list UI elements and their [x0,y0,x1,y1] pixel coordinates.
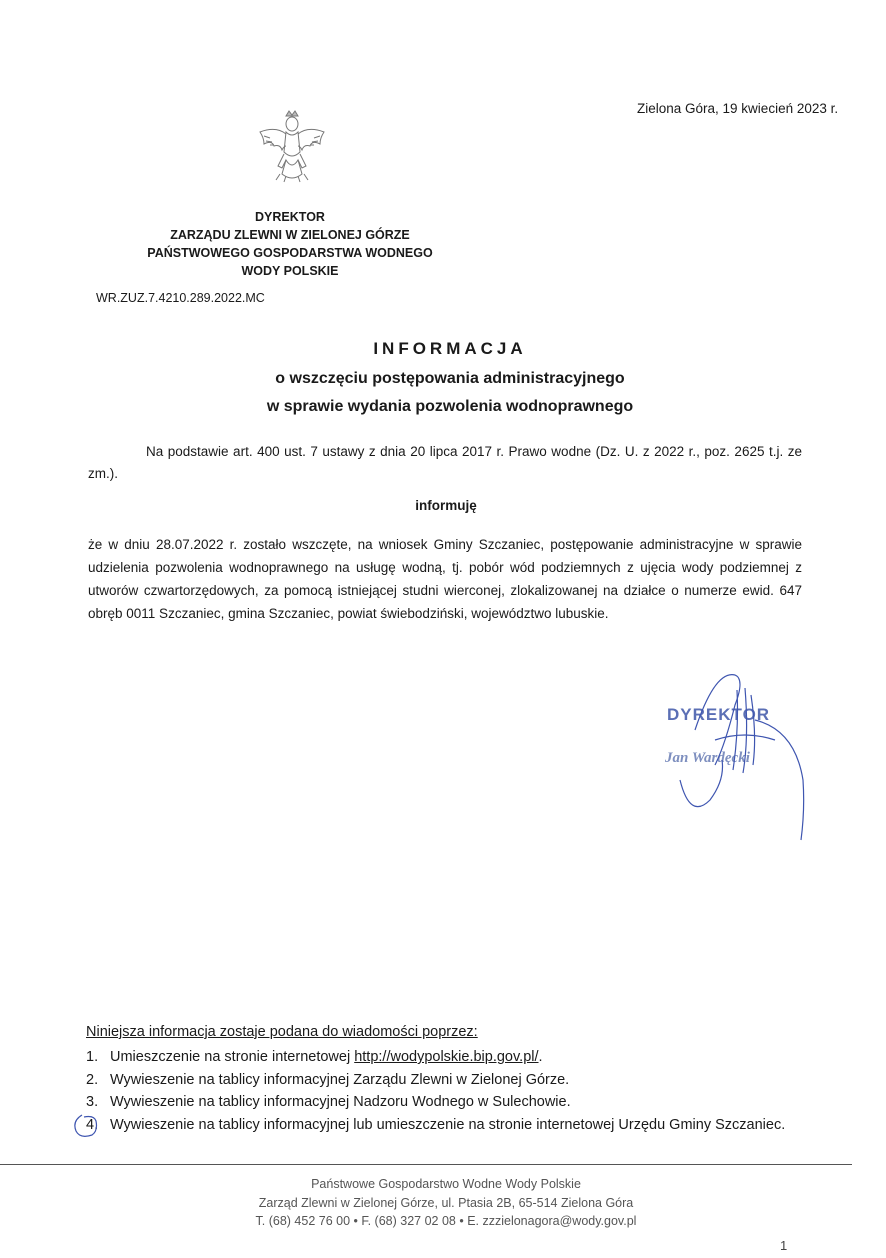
list-item-text: Wywieszenie na tablicy informacyjnej Nadzoru Wodnego w Sulechowie. [110,1094,571,1110]
document-date: Zielona Góra, 19 kwiecień 2023 r. [637,101,839,116]
list-item-text: Wywieszenie na tablicy informacyjnej lub umieszczenie na stronie internetowej Urzędu Gminy Szczaniec. [110,1116,786,1133]
distribution-list [86,1046,798,1136]
handwritten-circle-mark [72,1113,100,1139]
footer-divider [0,1164,852,1165]
footer-contact: T. (68) 452 76 00 • F. (68) 327 02 08 • E. zzzielonagora@wody.gov.pl [255,1214,637,1228]
notice-content-paragraph: że w dniu 28.07.2022 r. zostało wszczęte, na wniosek Gminy Szczaniec, postępowanie administracyjne w sprawie udzielenia pozwolenia wodnoprawnego na usługę wodną, tj. pobór wód podziemnych z ujęcia wody podziemnej z utworów czwartorzędowych, za pomocą istniejącej studni wierconej, zlokalizowanej na działce o numerze ewid. 647 obręb 0011 Szczaniec, gmina Szczaniec, powiat świebodziński, województwo lubuskie. [88,537,802,621]
list-item [86,1114,798,1137]
page-number: 1 [780,1238,788,1253]
list-item-text: Wywieszenie na tablicy informacyjnej Zarządu Zlewni w Zielonej Górze. [110,1071,570,1088]
authority-line: PAŃSTWOWEGO GOSPODARSTWA WODNEGO [147,246,433,260]
footer-address: Zarząd Zlewni w Zielonej Górze, ul. Ptasia 2B, 65-514 Zielona Góra [258,1196,634,1210]
authority-line: ZARZĄDU ZLEWNI W ZIELONEJ GÓRZE [170,228,410,242]
polish-eagle-emblem [256,108,328,184]
reference-number: WR.ZUZ.7.4210.289.2022.MC [96,291,265,305]
bip-link[interactable]: http://wodypolskie.bip.gov.pl/ [354,1049,539,1065]
stamp-name: Jan Wardęcki [665,750,750,766]
list-item [86,1046,798,1069]
issuing-authority [140,208,440,280]
informuje-heading: informuję [415,498,477,513]
list-item-number: 2. [86,1071,99,1088]
footer-organization: Państwowe Gospodarstwo Wodne Wody Polskie [311,1177,581,1191]
authority-line: WODY POLSKIE [241,264,339,278]
authority-line: DYREKTOR [255,210,325,224]
stamp-title: DYREKTOR [667,705,771,724]
list-item [86,1091,798,1114]
list-item-text: Umieszczenie na stronie internetowej http://wodypolskie.bip.gov.pl/. [110,1049,543,1065]
document-subtitle-line-1: o wszczęciu postępowania administracyjnego [275,370,625,387]
director-signature-stamp [655,670,825,850]
document-subtitle-line-2: w sprawie wydania pozwolenia wodnoprawnego [266,398,634,415]
list-item-number: 1. [86,1049,99,1065]
legal-basis-paragraph: Na podstawie art. 400 ust. 7 ustawy z dnia 20 lipca 2017 r. Prawo wodne (Dz. U. z 2022 r., poz. 2625 t.j. ze zm.). [88,444,802,481]
distribution-intro: Niniejsza informacja zostaje podana do wiadomości poprzez: [86,1024,478,1040]
list-item-number: 3. [86,1094,99,1110]
document-title: INFORMACJA [373,339,527,358]
list-item [86,1069,798,1092]
list-item-number: 4. [86,1116,99,1133]
